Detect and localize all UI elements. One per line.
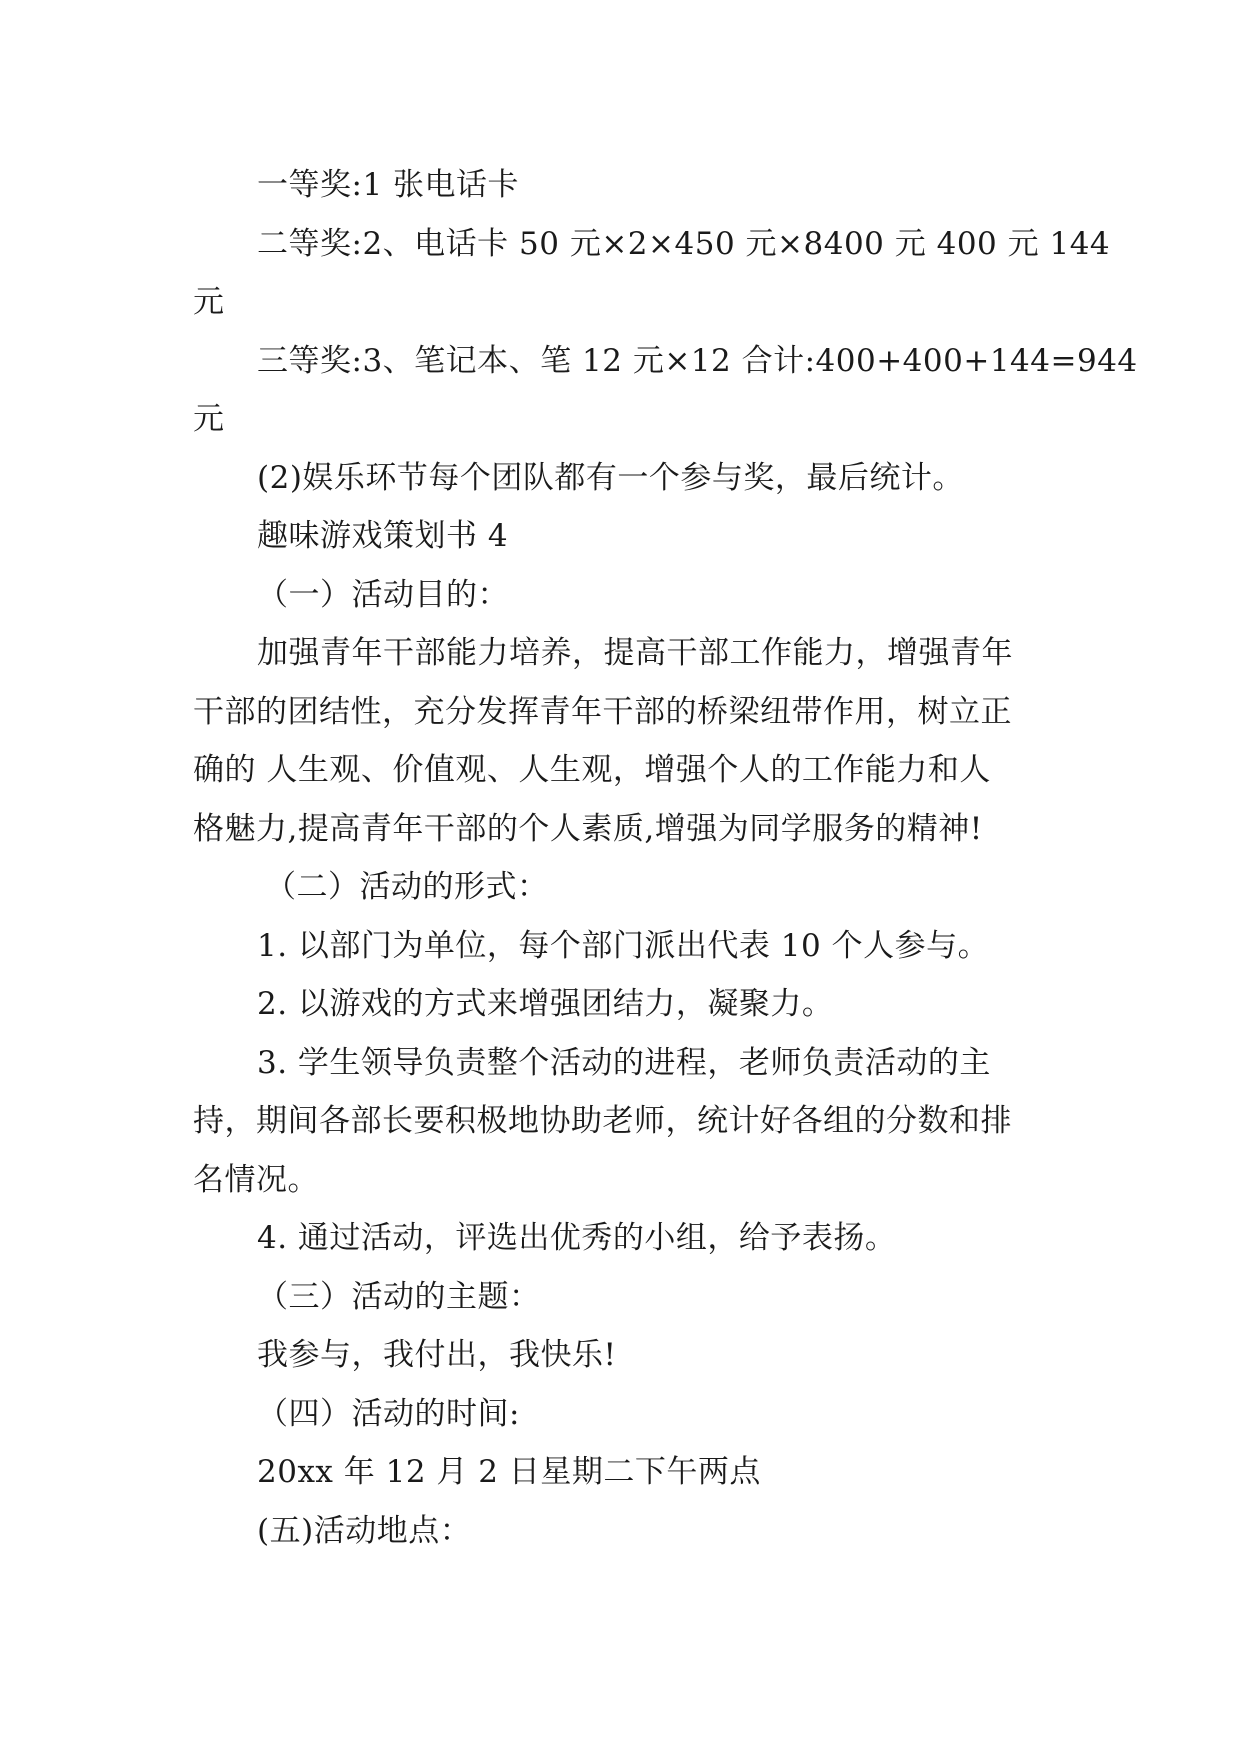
purpose-paragraph-line: 加强青年干部能力培养，提高干部工作能力，增强青年 [257,635,1013,671]
purpose-paragraph-line: 格魅力,提高青年干部的个人素质,增强为同学服务的精神! [193,810,983,847]
format-item-1: 1. 以部门为单位，每个部门派出代表 10 个人参与。 [257,927,990,964]
section-heading: 趣味游戏策划书 4 [257,518,509,554]
format-item-3: 3. 学生领导负责整个活动的进程，老师负责活动的主 [257,1044,991,1081]
format-item-3-cont: 名情况。 [193,1161,319,1198]
document-body [193,156,1138,1560]
format-item-3-cont: 持，期间各部长要积极地协助老师，统计好各组的分数和排 [193,1103,1012,1139]
prize-third-line: 三等奖:3、笔记本、笔 12 元×12 合计:400+400+144=944 [257,342,1138,379]
theme-text: 我参与，我付出，我快乐! [257,1337,617,1373]
time-text: 20xx 年 12 月 2 日星期二下午两点 [257,1454,761,1490]
prize-second-line: 二等奖:2、电话卡 50 元×2×450 元×8400 元 400 元 144 [257,225,1111,262]
format-item-4: 4. 通过活动，评选出优秀的小组，给予表扬。 [257,1220,897,1256]
time-heading: （四）活动的时间: [257,1395,520,1432]
prize-first-line: 一等奖:1 张电话卡 [257,167,520,203]
theme-heading: （三）活动的主题： [257,1278,541,1315]
purpose-heading: （一）活动目的： [257,576,509,613]
purpose-paragraph-line: 干部的团结性，充分发挥青年干部的桥梁纽带作用，树立正 [193,693,1012,730]
prize-third-line-cont: 元 [193,401,225,437]
prize-second-line-cont: 元 [193,284,225,320]
purpose-paragraph-line: 确的 人生观、价值观、人生观，增强个人的工作能力和人 [193,752,991,788]
format-heading: （二）活动的形式： [265,869,549,905]
location-heading: (五)活动地点： [257,1512,472,1549]
entertainment-award-line: (2)娱乐环节每个团队都有一个参与奖，最后统计。 [257,459,964,496]
format-item-2: 2. 以游戏的方式来增强团结力，凝聚力。 [257,986,834,1022]
